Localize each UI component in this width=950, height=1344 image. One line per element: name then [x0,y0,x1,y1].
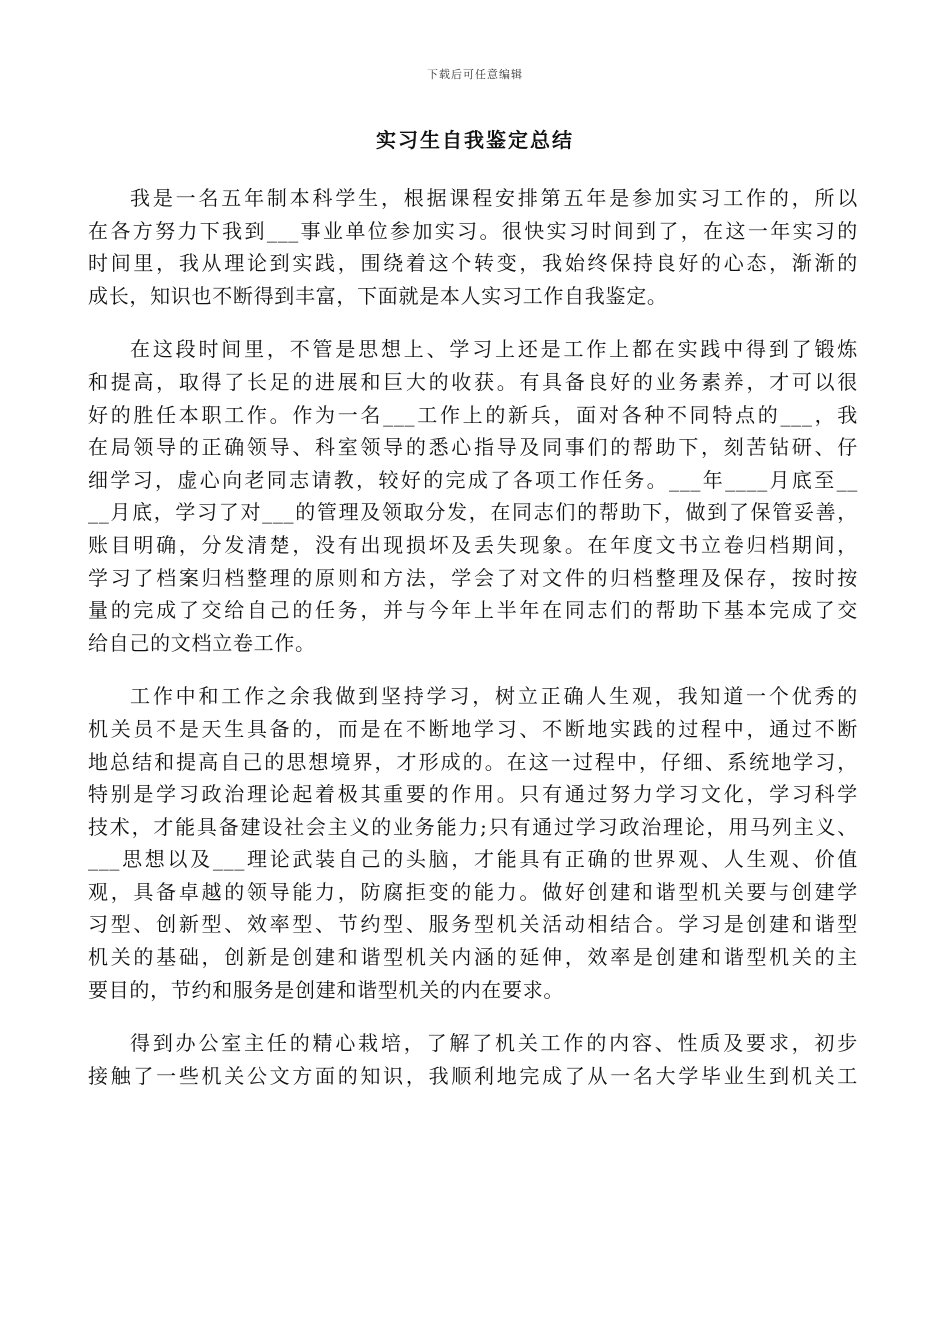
paragraph-line: 工作中和工作之余我做到坚持学习，树立正确人生观，我知道一个优秀的 [130,684,858,709]
paragraph [88,182,858,312]
header-note: 下载后可任意编辑 [427,68,523,81]
paragraph-line: 在局领导的正确领导、科室领导的悉心指导及同事们的帮助下，刻苦钻研、仔 [88,435,858,460]
paragraph-line: 机关的基础，创新是创建和谐型机关内涵的延伸，效率是创建和谐型机关的主 [88,945,858,970]
paragraph-line: ___思想以及___理论武装自己的头脑，才能具有正确的世界观、人生观、价值 [88,847,858,872]
paragraph-line: 在各方努力下我到___事业单位参加实习。很快实习时间到了，在这一年实习的 [88,218,858,243]
paragraph-line: 细学习，虚心向老同志请教，较好的完成了各项工作任务。___年____月底至__ [88,467,858,492]
document-title: 实习生自我鉴定总结 [376,128,574,152]
paragraph-line: 在这段时间里，不管是思想上、学习上还是工作上都在实践中得到了锻炼 [130,337,858,362]
document-body [88,182,858,1113]
paragraph-line: 我是一名五年制本科学生，根据课程安排第五年是参加实习工作的，所以 [130,186,858,210]
paragraph-line: 地总结和提高自己的思想境界，才形成的。在这一过程中，仔细、系统地学习， [88,749,858,774]
paragraph-line: 账目明确，分发清楚，没有出现损坏及丢失现象。在年度文书立卷归档期间， [88,532,858,557]
paragraph-line: 好的胜任本职工作。作为一名___工作上的新兵，面对各种不同特点的___，我 [88,402,858,427]
paragraph-line: 观，具备卓越的领导能力，防腐拒变的能力。做好创建和谐型机关要与创建学 [88,879,858,904]
paragraph-line: 机关员不是天生具备的，而是在不断地学习、不断地实践的过程中，通过不断 [88,716,858,741]
paragraph [88,680,858,1006]
paragraph-line: 量的完成了交给自己的任务，并与今年上半年在同志们的帮助下基本完成了交 [88,598,858,623]
paragraph-line: 接触了一些机关公文方面的知识，我顺利地完成了从一名大学毕业生到机关工 [88,1063,858,1088]
paragraph-line: 习型、创新型、效率型、节约型、服务型机关活动相结合。学习是创建和谐型 [88,912,858,937]
paragraph-line: 学习了档案归档整理的原则和方法，学会了对文件的归档整理及保存，按时按 [88,565,858,590]
paragraph-line: 给自己的文档立卷工作。 [88,630,316,655]
paragraph-line: 特别是学习政治理论起着极其重要的作用。只有通过努力学习文化，学习科学 [88,782,858,807]
paragraph [88,333,858,659]
paragraph-line: 得到办公室主任的精心栽培，了解了机关工作的内容、性质及要求，初步 [130,1031,858,1056]
paragraph [88,1027,858,1092]
paragraph-line: 和提高，取得了长足的进展和巨大的收获。有具备良好的业务素养，才可以很 [88,369,858,394]
paragraph-line: 要目的，节约和服务是创建和谐型机关的内在要求。 [88,977,565,1002]
paragraph-line: 技术，才能具备建设社会主义的业务能力;只有通过学习政治理论，用马列主义、 [88,814,858,839]
paragraph-line: __月底，学习了对___的管理及领取分发，在同志们的帮助下，做到了保管妥善， [88,500,858,525]
paragraph-line: 时间里，我从理论到实践，围绕着这个转变，我始终保持良好的心态，渐渐的 [88,251,858,276]
paragraph-line: 成长，知识也不断得到丰富，下面就是本人实习工作自我鉴定。 [88,283,668,308]
